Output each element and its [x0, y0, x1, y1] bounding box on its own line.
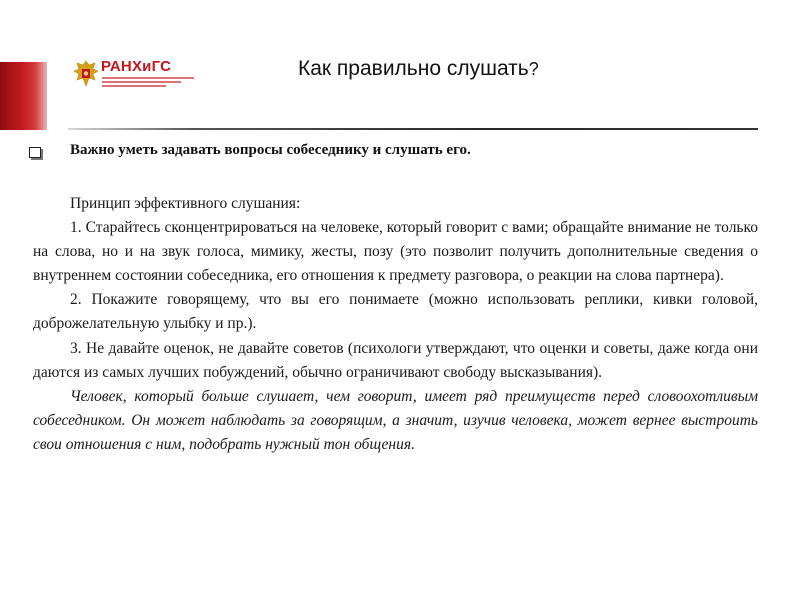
red-accent-bar — [0, 62, 47, 130]
ranepa-logo — [73, 58, 195, 92]
body-text — [33, 192, 758, 457]
lead-statement: Важно уметь задавать вопросы собеседнику и слушать его. — [70, 142, 471, 158]
logo-text: РАНХиГС — [101, 58, 172, 75]
conclusion-paragraph: Человек, который больше слушает, чем говорит, имеет ряд преимуществ перед словоохотливым собеседником. Он может наблюдать за говорящим, а значит, изучив человека, может вернее выстроить свои отношения с ним, подобрать нужный тон общения. — [33, 387, 758, 453]
principle-point-2: 2. Покажите говорящему, что вы его понимаете (можно использовать реплики, кивки головой, доброжелательную улыбку и пр.). — [33, 291, 758, 333]
page-title — [298, 57, 539, 81]
title-question-mark: ? — [528, 59, 539, 79]
principle-intro: Принцип эффективного слушания: — [70, 195, 301, 212]
principle-point-1: 1. Старайтесь сконцентрироваться на человеке, который говорит с вами; обращайте внимание не только на слова, но и на звук голоса, мимику, жесты, позу (это позволит получить дополнительные сведения о внутреннем состоянии собеседника, его отношения к предмету разговора, о реакции на слова партнера). — [33, 219, 758, 285]
header-divider — [68, 128, 758, 130]
title-text: Как правильно слушать — [298, 57, 529, 80]
checkbox-bullet-icon — [29, 147, 41, 158]
principle-point-3: 3. Не давайте оценок, не давайте советов (психологи утверждают, что оценки и советы, даже когда они даются из самых лучших побуждений, обычно ограничивают свободу высказывания). — [33, 339, 758, 381]
eagle-emblem-icon — [73, 59, 99, 89]
logo-subtitle-lines — [102, 77, 194, 89]
